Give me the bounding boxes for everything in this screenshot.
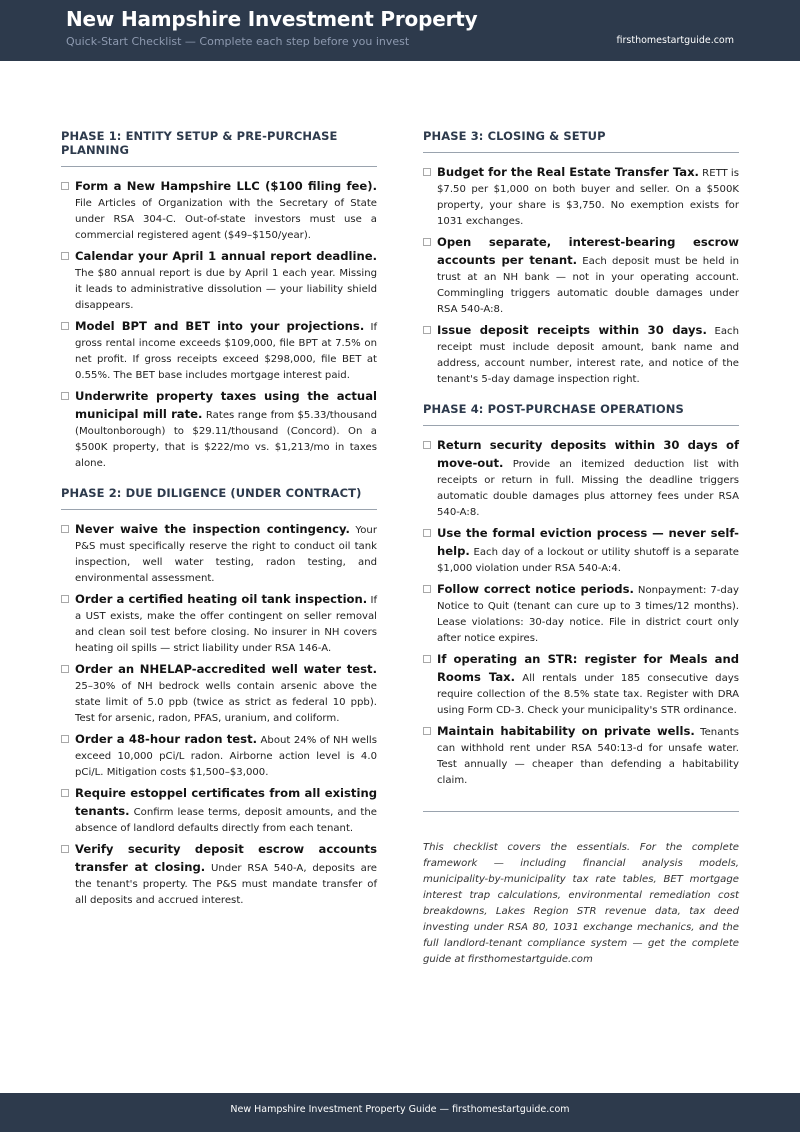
item-text: All rentals under 185 consecutive days require collection of the 8.5% state tax. Register with DRA using Form CD-3. Check your municipality's STR ordinance. xyxy=(437,673,739,716)
page-header xyxy=(0,0,800,61)
checklist-item xyxy=(61,785,377,837)
closing-note xyxy=(423,840,739,968)
checkbox-icon[interactable] xyxy=(423,238,431,246)
item-text: If a UST exists, make the offer contingent on seller removal and clean soil test before closing. No insurer in NH covers heating oil spills — strict liability under RSA 146-A. xyxy=(75,595,377,654)
checkbox-icon[interactable] xyxy=(61,665,69,673)
checklist-item xyxy=(61,731,377,781)
item-text: Rates range from $5.33/thousand (Moultonborough) to $29.11/thousand (Concord). On a $500K property, that is $222/mo vs. $1,213/mo in taxes alone. xyxy=(75,410,377,469)
item-heading: Underwrite property taxes using the actual municipal mill rate. xyxy=(75,389,377,421)
item-heading: Return security deposits within 30 days of move-out. xyxy=(437,438,739,470)
item-heading: Never waive the inspection contingency. xyxy=(75,522,350,536)
checklist-item xyxy=(61,248,377,314)
checkbox-icon[interactable] xyxy=(61,322,69,330)
item-heading: Follow correct notice periods. xyxy=(437,582,634,596)
item-text: File Articles of Organization with the Secretary of State under RSA 304-C. Out-of-state investors must use a commercial registered agent ($49–$150/year). xyxy=(75,198,377,241)
checklist-item xyxy=(423,234,739,318)
checkbox-icon[interactable] xyxy=(61,182,69,190)
page-footer xyxy=(0,1093,800,1132)
footer-text: New Hampshire Investment Property Guide — firsthomestartguide.com xyxy=(230,1104,570,1115)
item-heading: Calendar your April 1 annual report deadline. xyxy=(75,249,377,263)
checkbox-icon[interactable] xyxy=(423,585,431,593)
checklist-item xyxy=(423,322,739,388)
item-text: RETT is $7.50 per $1,000 on both buyer and seller. On a $500K property, your share is $3,750. No exemption exists for 1031 exchanges. xyxy=(437,168,739,227)
item-text: About 24% of NH wells exceed 10,000 pCi/L radon. Airborne action level is 4.0 pCi/L. Mitigation costs $1,500–$3,000. xyxy=(75,735,377,778)
checkbox-icon[interactable] xyxy=(61,789,69,797)
left-column xyxy=(61,129,377,913)
item-text: Each day of a lockout or utility shutoff is a separate $1,000 violation under RSA 540-A:4. xyxy=(437,547,739,574)
checkbox-icon[interactable] xyxy=(61,392,69,400)
item-text: Under RSA 540-A, deposits are the tenant's property. The P&S must mandate transfer of all deposits and accrued interest. xyxy=(75,863,377,906)
phase-4-title: PHASE 4: POST-PURCHASE OPERATIONS xyxy=(423,402,739,426)
closing-note-link[interactable]: firsthomestartguide.com xyxy=(467,954,593,965)
checklist-item xyxy=(61,388,377,472)
item-heading: Verify security deposit escrow accounts transfer at closing. xyxy=(75,842,377,874)
item-text: 25–30% of NH bedrock wells contain arsenic above the state limit of 5.0 ppb (twice as strict as federal 10 ppb). Test for arsenic, radon, PFAS, uranium, and coliform. xyxy=(75,681,377,724)
checkbox-icon[interactable] xyxy=(423,727,431,735)
item-heading: Form a New Hampshire LLC ($100 filing fee). xyxy=(75,179,377,193)
item-heading: Order a 48-hour radon test. xyxy=(75,732,258,746)
divider xyxy=(423,811,739,812)
checklist-item xyxy=(423,723,739,789)
checkbox-icon[interactable] xyxy=(61,252,69,260)
item-heading: Use the formal eviction process — never self-help. xyxy=(437,526,739,558)
item-text: Your P&S must specifically reserve the right to conduct oil tank inspection, well water testing, radon testing, and environmental assessment. xyxy=(75,525,377,584)
checkbox-icon[interactable] xyxy=(423,168,431,176)
closing-note-text: This checklist covers the essentials. For the complete framework — including financial analysis models, municipality-by-municipality tax rate tables, BET mortgage interest trap calculations, environmental remediation cost breakdowns, Lakes Region STR revenue data, tax deed investing under RSA 80, 1031 exchange mechanics, and the full landlord-tenant compliance system — get the complete guide at xyxy=(423,842,739,965)
checklist-item xyxy=(61,521,377,587)
checklist-item xyxy=(423,164,739,230)
item-heading: Open separate, interest-bearing escrow accounts per tenant. xyxy=(437,235,739,267)
item-text: Tenants can withhold rent under RSA 540:13-d for unsafe water. Test annually — cheaper than defending a habitability claim. xyxy=(437,727,739,786)
item-heading: Order an NHELAP-accredited well water test. xyxy=(75,662,377,676)
item-text: Provide an itemized deduction list with receipts or return in full. Missing the deadline triggers automatic double damages plus attorney fees under RSA 540-A:8. xyxy=(437,459,739,518)
item-heading: Maintain habitability on private wells. xyxy=(437,724,695,738)
checkbox-icon[interactable] xyxy=(423,655,431,663)
item-heading: Order a certified heating oil tank inspection. xyxy=(75,592,368,606)
checkbox-icon[interactable] xyxy=(423,529,431,537)
item-text: The $80 annual report is due by April 1 each year. Missing it leads to administrative dissolution — your liability shield disappears. xyxy=(75,268,377,311)
item-text: If gross rental income exceeds $109,000, file BPT at 7.5% on net profit. If gross receipts exceed $298,000, file BET at 0.55%. The BET base includes mortgage interest paid. xyxy=(75,322,377,381)
item-heading: Require estoppel certificates from all existing tenants. xyxy=(75,786,377,818)
checklist-item xyxy=(423,437,739,521)
checkbox-icon[interactable] xyxy=(61,845,69,853)
item-text: Confirm lease terms, deposit amounts, and the absence of landlord defaults directly from each tenant. xyxy=(75,807,377,834)
checklist-item xyxy=(61,661,377,727)
item-text: Each deposit must be held in trust at an NH bank — not in your operating account. Commingling triggers automatic double damages under RSA 540-A:8. xyxy=(437,256,739,315)
item-heading: Issue deposit receipts within 30 days. xyxy=(437,323,707,337)
checklist-item xyxy=(61,318,377,384)
checkbox-icon[interactable] xyxy=(61,735,69,743)
checkbox-icon[interactable] xyxy=(61,595,69,603)
phase-1-title: PHASE 1: ENTITY SETUP & PRE-PURCHASE PLANNING xyxy=(61,129,377,167)
item-heading: If operating an STR: register for Meals and Rooms Tax. xyxy=(437,652,739,684)
item-text: Each receipt must include deposit amount, bank name and address, account number, interest rate, and notice of the tenant's 5-day damage inspection right. xyxy=(437,326,739,385)
header-site-link[interactable]: firsthomestartguide.com xyxy=(616,35,734,46)
checkbox-icon[interactable] xyxy=(423,441,431,449)
page-title: New Hampshire Investment Property xyxy=(66,7,478,31)
phase-2-title: PHASE 2: DUE DILIGENCE (UNDER CONTRACT) xyxy=(61,486,377,510)
checklist-item xyxy=(61,841,377,909)
phase-3-title: PHASE 3: CLOSING & SETUP xyxy=(423,129,739,153)
checklist-item xyxy=(423,581,739,647)
checklist-item xyxy=(423,525,739,577)
checklist-item xyxy=(423,651,739,719)
item-heading: Model BPT and BET into your projections. xyxy=(75,319,365,333)
checkbox-icon[interactable] xyxy=(423,326,431,334)
checklist-item xyxy=(61,591,377,657)
item-heading: Budget for the Real Estate Transfer Tax. xyxy=(437,165,699,179)
item-text: Nonpayment: 7-day Notice to Quit (tenant can cure up to 3 times/12 months). Lease violations: 30-day notice. File in district court only after notice expires. xyxy=(437,585,740,644)
checkbox-icon[interactable] xyxy=(61,525,69,533)
checklist-item xyxy=(61,178,377,244)
right-column xyxy=(423,129,739,968)
page-subtitle: Quick-Start Checklist — Complete each step before you invest xyxy=(66,35,410,48)
